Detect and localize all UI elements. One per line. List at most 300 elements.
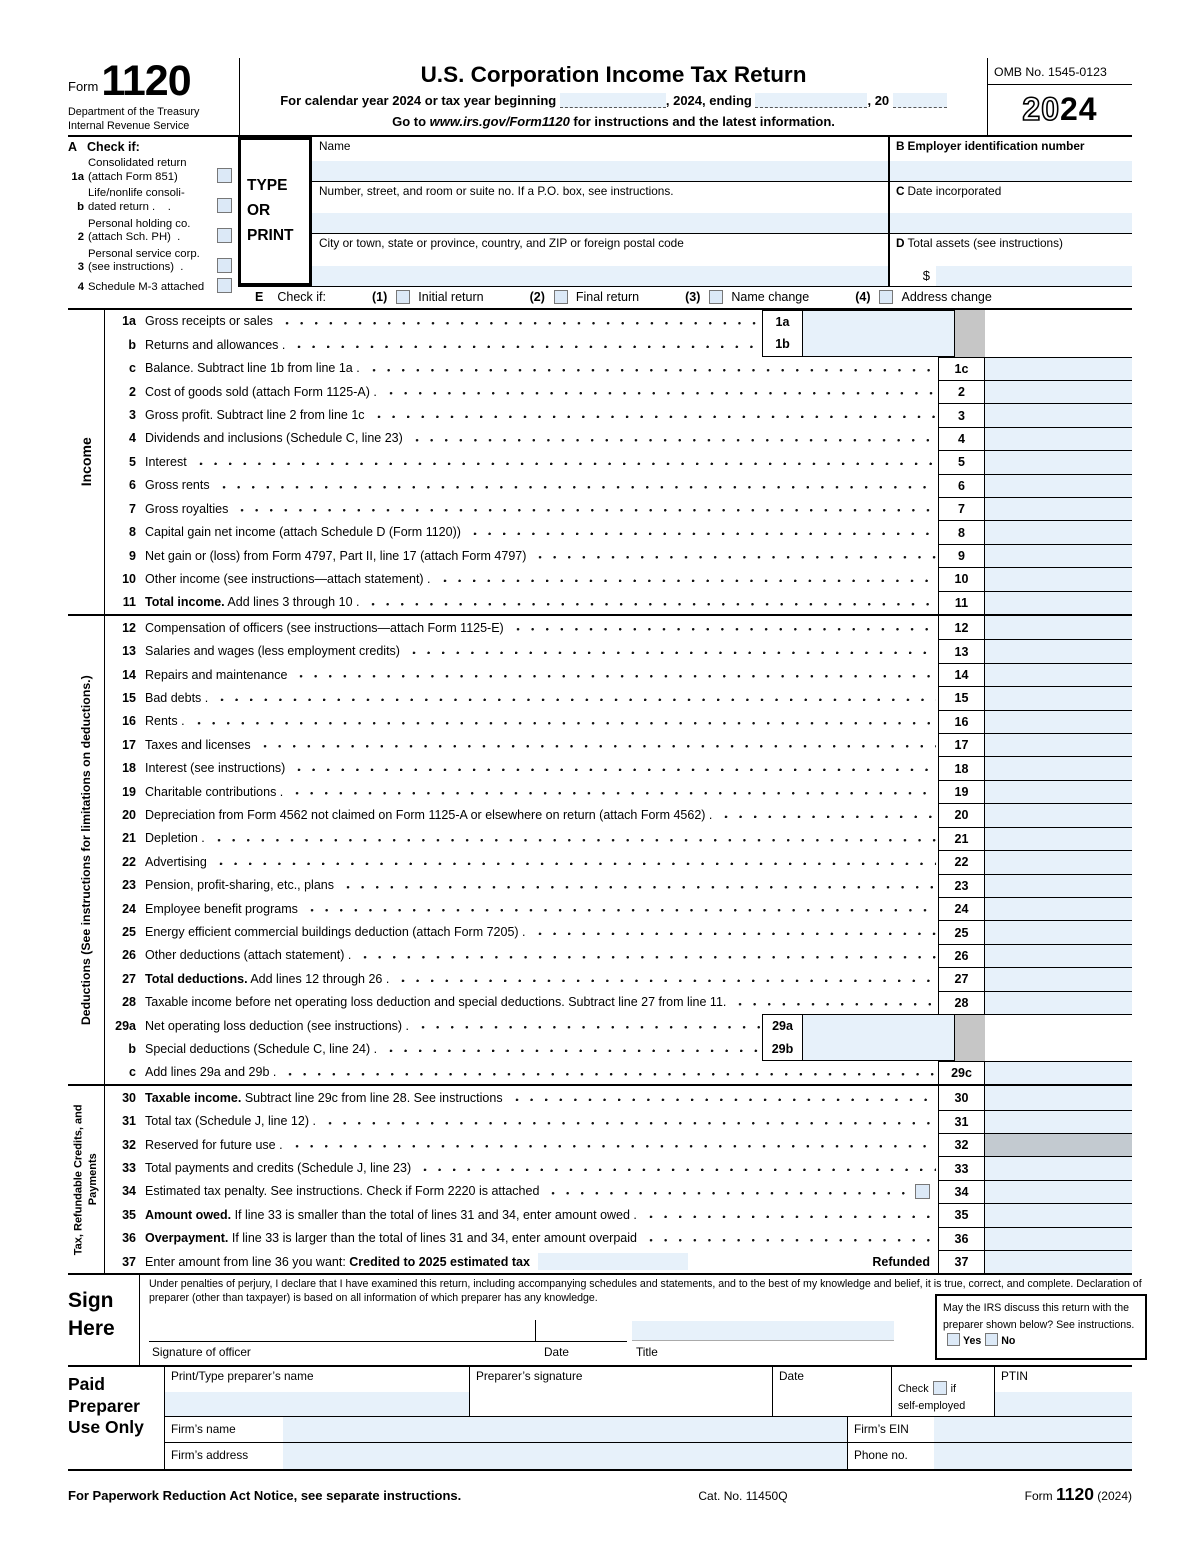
text: Total tax (Schedule J, line 12) . (145, 1114, 316, 1129)
row-e-checkboxes (238, 287, 1132, 308)
final-return-label: Final return (575, 290, 640, 305)
form-1120-page (68, 57, 1142, 1505)
dot-leader (644, 1203, 936, 1226)
text: 31 (122, 1114, 136, 1129)
line-label (145, 1042, 377, 1056)
preparer-name-input[interactable] (165, 1392, 469, 1416)
line-amount-field[interactable] (985, 591, 1132, 614)
line-amount-field[interactable] (985, 756, 1132, 779)
initial-return-checkbox[interactable] (396, 290, 410, 304)
line-number (105, 1065, 145, 1079)
table-section (68, 616, 1132, 1086)
line-label (145, 525, 461, 539)
dot-leader (192, 710, 936, 733)
text: 25 (122, 925, 136, 940)
cal-end: , 20 (867, 93, 890, 108)
form-title-block (240, 58, 987, 135)
date-incorporated-cell (890, 182, 1132, 234)
item-label: Schedule M-3 attached (88, 280, 205, 293)
text: Depreciation from Form 4562 not claimed on Form 1125-A or elsewhere on return (attach Form 4562) . (145, 807, 713, 822)
line-amount-field[interactable] (985, 850, 1132, 873)
year-outline: 20 (1022, 91, 1060, 128)
line-number-box (938, 827, 985, 850)
line-amount-field[interactable] (985, 897, 1132, 920)
text: 20 (954, 808, 969, 823)
line-number (105, 314, 145, 328)
text: 34 (122, 1184, 136, 1199)
text: 18 (954, 761, 969, 776)
text: Add lines 12 through 26 . (247, 971, 390, 986)
line-number (105, 361, 145, 375)
item-number: 1a (71, 170, 84, 183)
dot-leader (290, 1133, 936, 1156)
text: Compensation of officers (see instructions—attach Form 1125-E) (145, 620, 504, 635)
text: 8 (958, 525, 965, 540)
table-row (105, 333, 1132, 356)
line-number (105, 431, 145, 445)
form-number: 1120 (101, 57, 191, 105)
yes-label: Yes (963, 1335, 982, 1348)
line-number-box (938, 1156, 985, 1179)
text: Taxable income. (145, 1090, 242, 1105)
line-number-box (938, 803, 985, 826)
form-2220-checkbox[interactable] (915, 1184, 930, 1199)
text: 15 (122, 690, 136, 705)
schedule-m3-checkbox[interactable] (217, 278, 232, 293)
line-number (105, 808, 145, 822)
line-label (145, 408, 365, 422)
tax-year-beginning-input[interactable] (560, 93, 666, 108)
line-amount-field[interactable] (985, 1227, 1132, 1250)
table-row (105, 827, 1132, 850)
section-side-label (68, 310, 105, 614)
line-number (105, 855, 145, 869)
signature-line[interactable] (149, 1341, 627, 1342)
line-amount-field[interactable] (985, 1110, 1132, 1133)
dot-leader (546, 1180, 911, 1203)
preparer-date-label: Date (779, 1369, 804, 1384)
line-number (105, 714, 145, 728)
dept-line2: Internal Revenue Service (68, 119, 190, 132)
line-amount-field[interactable] (985, 357, 1132, 380)
table-rows (105, 1086, 1132, 1273)
table-row (105, 357, 1132, 380)
line-number (105, 761, 145, 775)
line-number-box (938, 967, 985, 990)
text: 4 (129, 431, 136, 446)
side-label-text: Deductions (See instructions for limitations on deductions.) (79, 675, 93, 1025)
text: 2 (958, 385, 965, 400)
text: 35 (122, 1207, 136, 1222)
line-number (105, 1019, 145, 1033)
text: c (129, 1065, 136, 1080)
line-number-box (938, 567, 985, 590)
line-amount-field[interactable] (985, 874, 1132, 897)
sub-line-amount-field[interactable] (803, 333, 955, 356)
sign-here-section (68, 1275, 1142, 1367)
table-row (105, 639, 1132, 662)
name-change-label: Name change (731, 290, 810, 305)
ein-input[interactable] (890, 161, 1132, 181)
table-row (105, 663, 1132, 686)
table-row (105, 710, 1132, 733)
sub-line-amount-field[interactable] (803, 310, 955, 333)
line-amount-field[interactable] (985, 663, 1132, 686)
text: Taxes and licenses (145, 737, 251, 752)
line-label (145, 549, 526, 563)
text: Repairs and maintenance (145, 667, 288, 682)
text: 14 (122, 667, 136, 682)
d-letter: D (896, 236, 905, 251)
text: 3 (129, 408, 136, 423)
dot-leader (438, 567, 936, 590)
line-number (105, 1042, 145, 1056)
firm-address-input[interactable] (283, 1443, 847, 1469)
line-amount-field[interactable] (985, 686, 1132, 709)
text: Special deductions (Schedule C, line 24) . (145, 1042, 378, 1057)
line-amount-field[interactable] (985, 733, 1132, 756)
line-number (105, 525, 145, 539)
line-number-box (938, 639, 985, 662)
table-row (105, 616, 1132, 639)
firm-name-label: Firm’s name (171, 1422, 236, 1437)
text: Cost of goods sold (attach Form 1125-A) . (145, 384, 377, 399)
dot-leader (290, 780, 936, 803)
dot-leader (533, 920, 936, 943)
line-number (105, 408, 145, 422)
line-amount-field[interactable] (985, 991, 1132, 1014)
line-number (105, 785, 145, 799)
line-number-box (938, 944, 985, 967)
final-return-item: (2) Final return (529, 290, 640, 305)
line-amount-field[interactable] (985, 1086, 1132, 1109)
dot-leader (292, 333, 760, 356)
line-label (145, 595, 359, 609)
date-incorporated-label: Date incorporated (907, 184, 1002, 199)
bcd-column (890, 137, 1132, 286)
line-number (105, 691, 145, 705)
line-label (145, 808, 712, 822)
line-number-box (938, 733, 985, 756)
line-number-box (938, 663, 985, 686)
text: Estimated tax penalty. See instructions. Check if Form 2220 is attached (145, 1184, 540, 1199)
irs-url: www.irs.gov/Form1120 (429, 114, 570, 129)
dot-leader (235, 497, 936, 520)
line-amount-field[interactable] (985, 710, 1132, 733)
line-label (145, 855, 207, 869)
line-number (105, 621, 145, 635)
table-row (105, 450, 1132, 473)
line-number-box (938, 616, 985, 639)
line-amount-field[interactable] (985, 403, 1132, 426)
text: Gross receipts or sales (145, 314, 273, 329)
self-employed-cell (892, 1367, 995, 1416)
text: c (129, 361, 136, 376)
line-number (105, 595, 145, 609)
line-number (105, 831, 145, 845)
line-number-box (938, 756, 985, 779)
text: b (128, 337, 136, 352)
cal-pre: For calendar year 2024 or tax year beginning (280, 93, 557, 108)
personal-holding-checkbox[interactable] (217, 228, 232, 243)
line-amount-field[interactable] (985, 474, 1132, 497)
text: 9 (958, 549, 965, 564)
preparer-signature-cell (470, 1367, 773, 1416)
form-word: Form (68, 78, 99, 94)
dot-leader (323, 1110, 936, 1133)
ein-cell (890, 137, 1132, 183)
table-row (105, 544, 1132, 567)
line-amount-field[interactable] (985, 639, 1132, 662)
text: 34 (954, 1184, 969, 1199)
sub-line-number-box (762, 310, 803, 333)
page-title: U.S. Corporation Income Tax Return (420, 62, 807, 87)
line-amount-field[interactable] (985, 427, 1132, 450)
text: Amount owed. (145, 1207, 232, 1222)
line-number (105, 1184, 145, 1198)
goto-pre: Go to (392, 114, 430, 129)
table-rows (105, 310, 1132, 614)
text: 11 (954, 595, 969, 610)
may-irs-discuss-text: May the IRS discuss this return with the preparer shown below? See instructions. (943, 1302, 1135, 1331)
item-number: 4 (77, 280, 84, 293)
table-row (105, 1110, 1132, 1133)
text: 1a (775, 314, 790, 329)
line-label (145, 431, 403, 445)
discuss-no-checkbox[interactable] (985, 1333, 998, 1346)
line-number-box (938, 897, 985, 920)
line-amount-field[interactable] (985, 567, 1132, 590)
name-change-item: (3) Name change (685, 290, 810, 305)
credited-amount-input[interactable] (538, 1253, 688, 1270)
line-number (105, 1208, 145, 1222)
check-label: Check (898, 1383, 929, 1396)
item-label: Personal service corp. (see instructions) . (88, 247, 200, 274)
type-or-print-box: TYPE OR PRINT (238, 137, 312, 286)
text: Reserved for future use . (145, 1137, 283, 1152)
address-change-checkbox[interactable] (879, 290, 893, 304)
final-return-checkbox[interactable] (554, 290, 568, 304)
line-number (105, 1161, 145, 1175)
text: 19 (954, 785, 969, 800)
paperwork-notice: For Paperwork Reduction Act Notice, see separate instructions. (68, 1488, 462, 1504)
line-label (145, 1208, 637, 1222)
phone-input[interactable] (934, 1443, 1132, 1469)
line-amount-field[interactable] (985, 1250, 1132, 1273)
line-label (145, 902, 298, 916)
ptin-input[interactable] (995, 1392, 1132, 1416)
line-label (145, 1161, 411, 1175)
item-number: b (77, 200, 84, 213)
discuss-yes-checkbox[interactable] (947, 1333, 960, 1346)
line-amount-field[interactable] (985, 544, 1132, 567)
line-number (105, 338, 145, 352)
personal-service-checkbox[interactable] (217, 258, 232, 273)
form-id-block (68, 58, 240, 135)
sub-line-amount-field[interactable] (803, 1014, 955, 1037)
line-label (145, 1231, 637, 1245)
name-input[interactable] (312, 161, 888, 181)
tax-year-ending-input[interactable] (755, 93, 867, 108)
street-label: Number, street, and room or suite no. If a P.O. box, see instructions. (319, 184, 674, 199)
date-incorporated-input[interactable] (890, 213, 1132, 233)
text: Interest (145, 454, 187, 469)
text: 1a (122, 314, 136, 329)
credited-label: Credited to 2025 estimated tax (349, 1254, 530, 1269)
line-number-box (938, 520, 985, 543)
line-label (145, 831, 205, 845)
line-number-box (938, 380, 985, 403)
side-label-text: Income (78, 437, 94, 487)
line-number (105, 1138, 145, 1152)
line-number-box (938, 780, 985, 803)
line-amount-field[interactable] (985, 497, 1132, 520)
table-rows (105, 616, 1132, 1084)
text: 26 (122, 948, 136, 963)
table-row (105, 497, 1132, 520)
dot-leader (384, 380, 936, 403)
line-amount-field[interactable] (985, 1180, 1132, 1203)
line-number (105, 478, 145, 492)
text: Gross royalties (145, 501, 229, 516)
dot-leader (644, 1227, 936, 1250)
line-amount-field[interactable] (985, 616, 1132, 639)
line-amount-field[interactable] (985, 450, 1132, 473)
text: 21 (122, 831, 136, 846)
address-change-item: (4) Address change (855, 290, 992, 305)
total-assets-label: Total assets (see instructions) (907, 236, 1063, 251)
line-amount-field[interactable] (985, 380, 1132, 403)
street-input[interactable] (312, 213, 888, 233)
dot-leader (212, 827, 936, 850)
text: 28 (122, 995, 136, 1010)
table-row (105, 474, 1132, 497)
line-label (145, 1255, 530, 1269)
sub-line-amount-field[interactable] (803, 1037, 955, 1060)
line-amount-field[interactable] (985, 827, 1132, 850)
name-change-checkbox[interactable] (709, 290, 723, 304)
consolidated-return-checkbox[interactable] (217, 168, 232, 183)
refunded-label: Refunded (872, 1254, 930, 1269)
text: 4 (958, 431, 965, 446)
text: Depletion . (145, 831, 205, 846)
text: Other deductions (attach statement) . (145, 948, 352, 963)
line-amount-field[interactable] (985, 967, 1132, 990)
text: 18 (122, 761, 136, 776)
firm-ein-input[interactable] (934, 1417, 1132, 1442)
line-amount-field[interactable] (985, 780, 1132, 803)
date-divider (535, 1320, 536, 1341)
initial-return-label: Initial return (418, 290, 484, 305)
self-employed-checkbox[interactable] (933, 1381, 947, 1395)
text: 37 (122, 1254, 136, 1269)
text: Gross rents (145, 478, 210, 493)
item-label: Consolidated return (attach Form 851) (88, 157, 187, 183)
lifenonlife-checkbox[interactable] (217, 198, 232, 213)
line-label (145, 785, 283, 799)
tax-year-yy-input[interactable] (893, 93, 947, 108)
dot-leader (468, 520, 936, 543)
sub-line-number-box (762, 333, 803, 356)
text: Total payments and credits (Schedule J, line 23) (145, 1161, 412, 1176)
text: Add lines 3 through 10 . (224, 595, 360, 610)
e-label: Check if: (277, 290, 326, 305)
item-number: 2 (77, 230, 84, 243)
checkif-consolidated-return (68, 157, 232, 184)
text: 27 (954, 972, 969, 987)
text: 3 (958, 408, 965, 423)
table-row (105, 567, 1132, 590)
text: Subtract line 29c from line 28. See instructions (241, 1090, 503, 1105)
page-footer (68, 1484, 1132, 1505)
line-number-box (938, 357, 985, 380)
dot-leader (384, 1037, 760, 1060)
firm-name-input[interactable] (283, 1417, 847, 1442)
line-amount-field[interactable] (985, 920, 1132, 943)
line-amount-field[interactable] (985, 520, 1132, 543)
line-amount-field[interactable] (985, 1203, 1132, 1226)
form-footer-id: Form 1120 (2024) (1024, 1484, 1132, 1505)
line-label (145, 1138, 283, 1152)
line-amount-field[interactable] (985, 1156, 1132, 1179)
text: 24 (122, 901, 136, 916)
text: 14 (954, 668, 969, 683)
officer-title-input[interactable] (632, 1321, 894, 1341)
city-input[interactable] (312, 266, 888, 286)
total-assets-input[interactable] (936, 266, 1132, 286)
line-amount-field[interactable] (985, 1061, 1132, 1084)
sub-line-number-box (762, 1014, 803, 1037)
table-row (105, 310, 1132, 333)
dot-leader (341, 874, 936, 897)
text: 8 (129, 525, 136, 540)
line-number (105, 1091, 145, 1105)
section-side-label (68, 616, 105, 1084)
table-row (105, 803, 1132, 826)
paid-preparer-section (68, 1367, 1132, 1471)
text: 5 (958, 455, 965, 470)
table-row (105, 591, 1132, 614)
text: 37 (954, 1255, 969, 1270)
line-amount-field[interactable] (985, 803, 1132, 826)
line-label (145, 995, 726, 1009)
firm-address-label: Firm’s address (171, 1448, 249, 1463)
checkif-personal-service (68, 248, 232, 275)
dot-leader (258, 733, 936, 756)
entity-block (68, 137, 1132, 310)
line-number (105, 668, 145, 682)
text: Net gain or (loss) from Form 4797, Part II, line 17 (attach Form 4797) (145, 548, 527, 563)
line-label (145, 738, 251, 752)
dot-leader (510, 1086, 936, 1109)
dept-line1: Department of the Treasury (68, 105, 200, 118)
line-number-box (938, 544, 985, 567)
line-number-box (938, 1086, 985, 1109)
line-number-box (938, 1227, 985, 1250)
perjury-statement: Under penalties of perjury, I declare that I have examined this return, including accompanying schedules and statements, and to the best of my knowledge and belief, it is true, correct, and complete. Declaration of preparer (other than taxpayer) is based on all information of which preparer has any knowledge. (149, 1278, 1142, 1305)
dot-leader (372, 403, 936, 426)
e-letter: E (255, 290, 264, 305)
line-number-box (938, 920, 985, 943)
table-row (105, 944, 1132, 967)
table-row (105, 920, 1132, 943)
table-row (105, 1203, 1132, 1226)
line-number-box (938, 1180, 985, 1203)
cal-mid: , 2024, ending (665, 93, 752, 108)
line-number-box (938, 450, 985, 473)
b-letter: B (896, 138, 905, 153)
line-amount-field[interactable] (985, 944, 1132, 967)
